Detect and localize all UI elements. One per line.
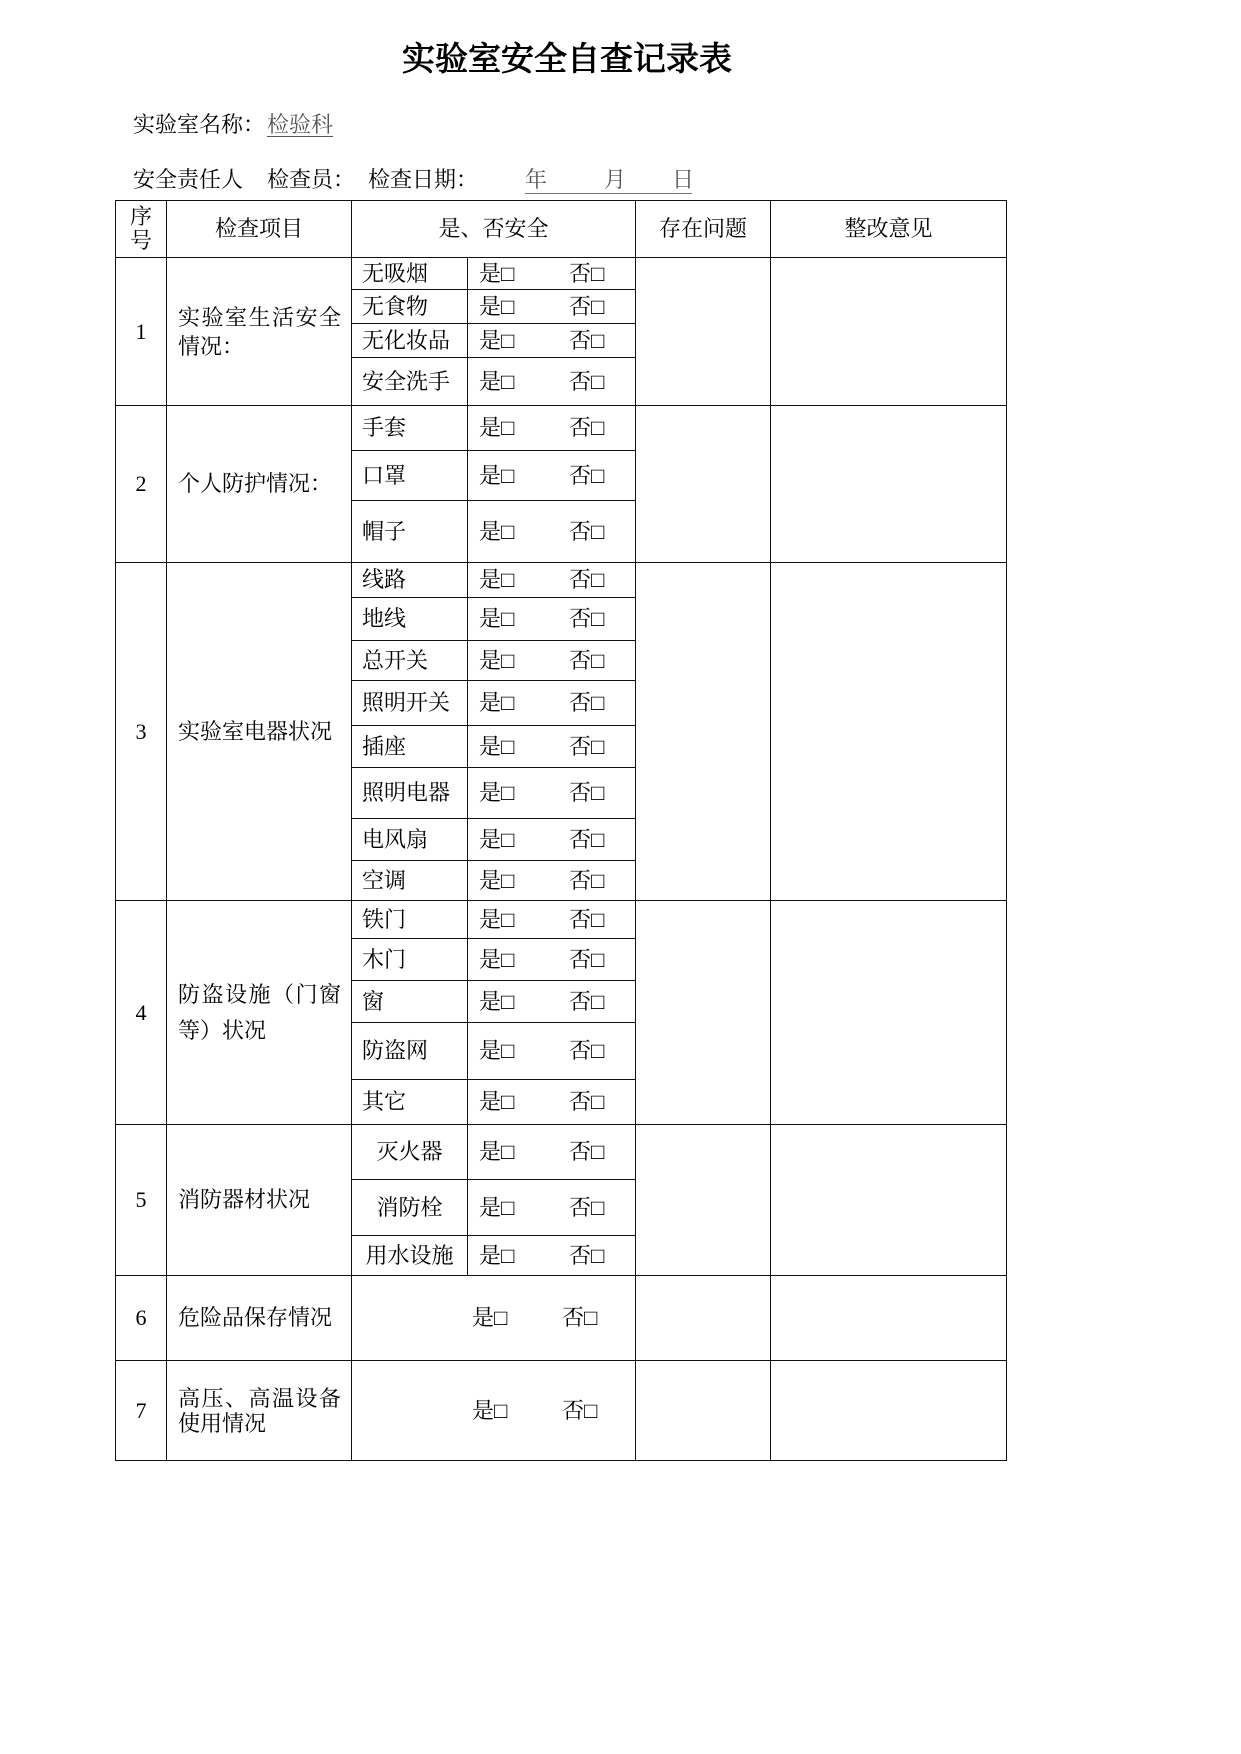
- yes-no-options: [468, 563, 636, 598]
- header-serial-text: 序号: [130, 203, 153, 253]
- no-checkbox-option: 否□: [569, 1089, 605, 1114]
- check-item: 插座: [352, 726, 468, 768]
- date-month: 月: [604, 167, 627, 192]
- yes-no-options: [468, 1236, 636, 1276]
- table-row: [116, 563, 1007, 598]
- yes-checkbox-option: 是□: [479, 518, 515, 544]
- check-item: 照明电器: [352, 768, 468, 819]
- yes-checkbox-option: 是□: [479, 733, 515, 759]
- check-item: 帽子: [352, 501, 468, 563]
- inspection-item: 防盗设施（门窗等）状况: [167, 901, 352, 1125]
- table-row: [116, 1361, 1007, 1461]
- check-item: 线路: [352, 563, 468, 598]
- issues-cell: [636, 258, 771, 406]
- issues-cell: [636, 1276, 771, 1361]
- no-checkbox-option: 否□: [569, 327, 605, 353]
- yes-no-options: [468, 768, 636, 819]
- no-checkbox-option: 否□: [569, 567, 605, 592]
- check-item: 无吸烟: [352, 258, 468, 290]
- yes-no-options: [468, 681, 636, 726]
- item-number: 7: [116, 1361, 167, 1461]
- yes-no-options: [468, 1180, 636, 1236]
- no-checkbox-option: 否□: [569, 733, 605, 759]
- check-item: 灭火器: [352, 1125, 468, 1180]
- issues-cell: [636, 1361, 771, 1461]
- rectification-cell: [771, 563, 1007, 901]
- page-title: 实验室安全自查记录表: [402, 42, 732, 78]
- no-checkbox-option: 否□: [569, 260, 605, 286]
- table-row: [116, 1276, 1007, 1361]
- rectification-cell: [771, 901, 1007, 1125]
- no-checkbox-option: 否□: [569, 946, 605, 972]
- yes-checkbox-option: 是□: [479, 415, 515, 440]
- no-checkbox-option: 否□: [569, 368, 605, 394]
- check-item: 窗: [352, 981, 468, 1023]
- yes-no-options: [468, 451, 636, 501]
- inspection-item: 高压、高温设备使用情况: [167, 1361, 352, 1461]
- yes-no-options: [468, 290, 636, 324]
- no-checkbox-option: 否□: [562, 1305, 598, 1330]
- yes-checkbox-option: 是□: [479, 867, 515, 893]
- yes-checkbox-option: 是□: [479, 260, 515, 286]
- check-item: 铁门: [352, 901, 468, 939]
- yes-checkbox-option: 是□: [479, 567, 515, 592]
- check-item: 手套: [352, 406, 468, 451]
- inspection-item: 危险品保存情况: [167, 1276, 352, 1361]
- yes-checkbox-option: 是□: [479, 826, 515, 852]
- yes-no-options: [468, 861, 636, 901]
- yes-checkbox-option: 是□: [479, 606, 515, 631]
- no-checkbox-option: 否□: [569, 415, 605, 440]
- yes-no-options: [468, 1023, 636, 1080]
- date-year: 年: [525, 167, 548, 192]
- yes-no-options: [468, 501, 636, 563]
- check-item: 电风扇: [352, 819, 468, 861]
- no-checkbox-option: 否□: [569, 647, 605, 673]
- yes-checkbox-option: 是□: [479, 780, 515, 805]
- yes-checkbox-option: 是□: [479, 1242, 515, 1268]
- item-number: 4: [116, 901, 167, 1125]
- lab-name-label: 实验室名称：: [133, 112, 266, 137]
- yes-checkbox-option: 是□: [472, 1305, 508, 1330]
- safety-officer-label: 安全责任人: [133, 167, 244, 192]
- issues-cell: [636, 901, 771, 1125]
- header-safe: 是、否安全: [352, 201, 636, 258]
- item-number: 2: [116, 406, 167, 563]
- item-number: 6: [116, 1276, 167, 1361]
- item-number: 3: [116, 563, 167, 901]
- table-row: [116, 258, 1007, 290]
- issues-cell: [636, 563, 771, 901]
- yes-checkbox-option: 是□: [479, 647, 515, 673]
- check-item: 照明开关: [352, 681, 468, 726]
- yes-checkbox-option: 是□: [479, 1194, 515, 1220]
- no-checkbox-option: 否□: [569, 1242, 605, 1268]
- yes-checkbox-option: 是□: [479, 946, 515, 972]
- no-checkbox-option: 否□: [569, 1139, 605, 1164]
- yes-no-options: [468, 1080, 636, 1125]
- header-item: 检查项目: [167, 201, 352, 258]
- header-serial: [116, 201, 167, 258]
- no-checkbox-option: 否□: [569, 780, 605, 805]
- check-item: 地线: [352, 598, 468, 641]
- inspection-item: 实验室电器状况: [167, 563, 352, 901]
- yes-no-options: [468, 406, 636, 451]
- table-row: [116, 1125, 1007, 1180]
- header-opinion: 整改意见: [771, 201, 1007, 258]
- yes-checkbox-option: 是□: [479, 906, 515, 932]
- yes-checkbox-option: 是□: [479, 1038, 515, 1063]
- no-checkbox-option: 否□: [569, 1194, 605, 1220]
- check-item: 总开关: [352, 641, 468, 681]
- yes-no-options: [468, 981, 636, 1023]
- no-checkbox-option: 否□: [569, 988, 605, 1014]
- yes-no-options: [468, 598, 636, 641]
- no-checkbox-option: 否□: [569, 906, 605, 932]
- header-row: [116, 201, 1007, 258]
- issues-cell: [636, 1125, 771, 1276]
- no-checkbox-option: 否□: [569, 867, 605, 893]
- table-row: [116, 901, 1007, 939]
- yes-checkbox-option: 是□: [479, 690, 515, 715]
- item-number: 1: [116, 258, 167, 406]
- yes-checkbox-option: 是□: [479, 327, 515, 353]
- yes-no-options: [468, 258, 636, 290]
- issues-cell: [636, 406, 771, 563]
- rectification-cell: [771, 1125, 1007, 1276]
- lab-name-value: 检验科: [267, 112, 334, 137]
- inspection-item: 实验室生活安全情况：: [167, 258, 352, 406]
- rectification-cell: [771, 406, 1007, 563]
- inspection-date-label: 检查日期：: [368, 167, 479, 192]
- yes-no-options: [468, 726, 636, 768]
- yes-no-options: [352, 1361, 636, 1461]
- check-item: 无化妆品: [352, 324, 468, 358]
- yes-no-options: [468, 819, 636, 861]
- inspection-item: 个人防护情况：: [167, 406, 352, 563]
- check-item: 木门: [352, 939, 468, 981]
- rectification-cell: [771, 1276, 1007, 1361]
- yes-no-options: [468, 901, 636, 939]
- yes-checkbox-option: 是□: [479, 1139, 515, 1164]
- check-item: 安全洗手: [352, 358, 468, 406]
- yes-no-options: [468, 1125, 636, 1180]
- header-issues: 存在问题: [636, 201, 771, 258]
- date-day: 日: [672, 167, 695, 192]
- check-item: 用水设施: [352, 1236, 468, 1276]
- no-checkbox-option: 否□: [569, 293, 605, 319]
- check-item: 口罩: [352, 451, 468, 501]
- yes-no-options: [468, 641, 636, 681]
- yes-checkbox-option: 是□: [472, 1397, 508, 1423]
- check-item: 防盗网: [352, 1023, 468, 1080]
- no-checkbox-option: 否□: [569, 690, 605, 715]
- yes-no-options: [468, 939, 636, 981]
- no-checkbox-option: 否□: [562, 1397, 598, 1423]
- no-checkbox-option: 否□: [569, 462, 605, 488]
- inspection-item: 消防器材状况: [167, 1125, 352, 1276]
- yes-checkbox-option: 是□: [479, 988, 515, 1014]
- rectification-cell: [771, 1361, 1007, 1461]
- rectification-cell: [771, 258, 1007, 406]
- check-item: 其它: [352, 1080, 468, 1125]
- yes-checkbox-option: 是□: [479, 368, 515, 394]
- inspection-date-field: [525, 167, 695, 194]
- no-checkbox-option: 否□: [569, 826, 605, 852]
- item-number: 5: [116, 1125, 167, 1276]
- no-checkbox-option: 否□: [569, 606, 605, 631]
- inspection-table: [115, 200, 1007, 1461]
- check-item: 无食物: [352, 290, 468, 324]
- table-row: [116, 406, 1007, 451]
- yes-checkbox-option: 是□: [479, 293, 515, 319]
- inspector-label: 检查员：: [267, 167, 356, 192]
- check-item: 消防栓: [352, 1180, 468, 1236]
- no-checkbox-option: 否□: [569, 518, 605, 544]
- check-item: 空调: [352, 861, 468, 901]
- yes-checkbox-option: 是□: [479, 462, 515, 488]
- yes-no-options: [352, 1276, 636, 1361]
- no-checkbox-option: 否□: [569, 1038, 605, 1063]
- yes-checkbox-option: 是□: [479, 1089, 515, 1114]
- yes-no-options: [468, 358, 636, 406]
- yes-no-options: [468, 324, 636, 358]
